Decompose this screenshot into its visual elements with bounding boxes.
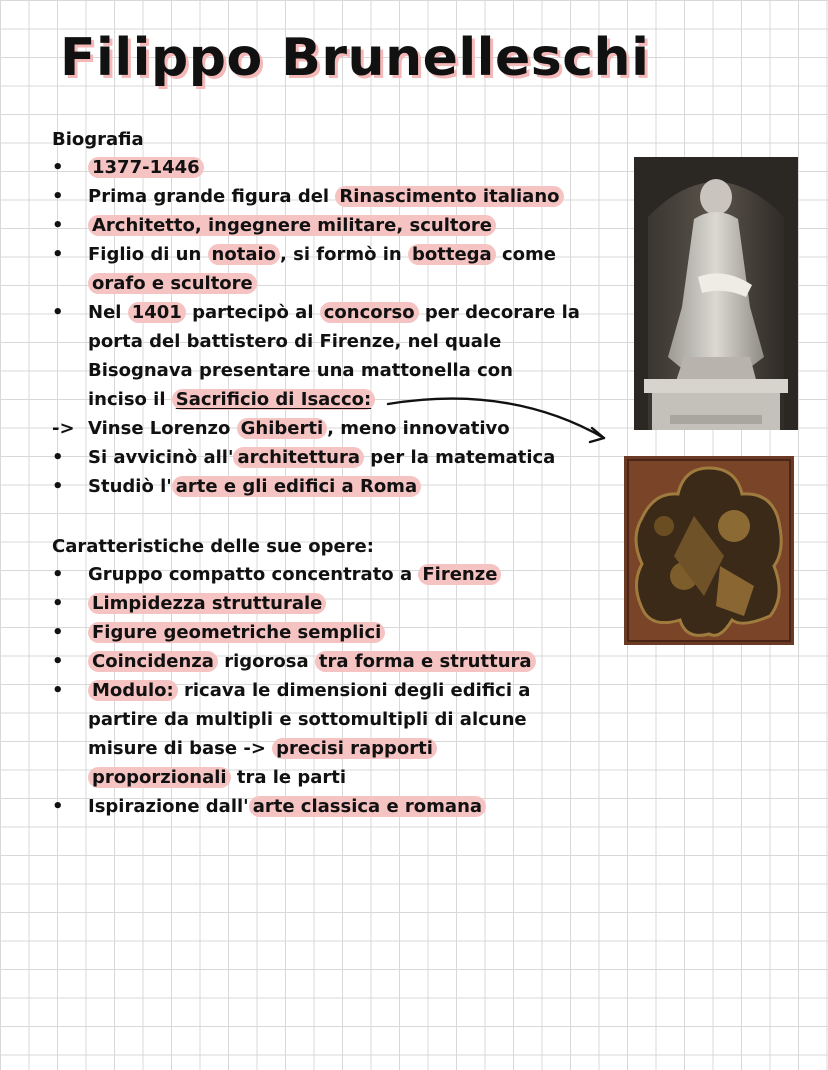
bullet-marker: •	[52, 476, 64, 497]
bullet-marker: •	[52, 651, 64, 672]
highlighted-text: arte e gli edifici a Roma	[172, 476, 421, 497]
highlighted-text: Sacrificio di Isacco:	[172, 389, 375, 410]
text-segment: Figlio di un	[88, 244, 208, 265]
page-title: Filippo Brunelleschi	[60, 28, 650, 88]
text-segment: ricava le dimensioni degli edifici a	[177, 680, 531, 701]
text-segment: inciso il	[88, 389, 172, 410]
biografia-heading: Biografia	[52, 129, 144, 150]
highlighted-text: Architetto, ingegnere militare, scultore	[88, 215, 496, 236]
text-segment: , si formò in	[280, 244, 408, 265]
highlighted-text: precisi rapporti	[272, 738, 437, 759]
highlighted-text: proporzionali	[88, 767, 231, 788]
highlighted-text: architettura	[233, 447, 364, 468]
highlighted-text: concorso	[320, 302, 419, 323]
text-segment: Prima grande figura del	[88, 186, 336, 207]
highlighted-text: 1401	[128, 302, 186, 323]
highlighted-text: orafo e scultore	[88, 273, 257, 294]
highlighted-text: Limpidezza strutturale	[88, 593, 326, 614]
bullet-marker: •	[52, 302, 64, 323]
highlighted-text: notaio	[208, 244, 280, 265]
highlighted-text: Modulo:	[88, 680, 178, 701]
bullet-marker: •	[52, 796, 64, 817]
text-segment: Gruppo compatto concentrato a	[88, 564, 419, 585]
bullet-marker: •	[52, 593, 64, 614]
text-segment: Ispirazione dall'	[88, 796, 249, 817]
highlighted-text: 1377-1446	[88, 157, 204, 178]
caratteristiche-heading: Caratteristiche delle sue opere:	[52, 536, 374, 557]
bullet-marker: •	[52, 186, 64, 207]
highlighted-text: tra forma e struttura	[315, 651, 536, 672]
text-segment: partire da multipli e sottomultipli di alcune	[88, 709, 527, 730]
highlighted-text: Coincidenza	[88, 651, 218, 672]
text-segment: rigorosa	[217, 651, 315, 672]
bullet-marker: •	[52, 215, 64, 236]
text-segment: misure di base ->	[88, 738, 273, 759]
highlighted-text: Rinascimento italiano	[335, 186, 563, 207]
text-segment: Si avvicinò all'	[88, 447, 234, 468]
text-segment: per la matematica	[364, 447, 556, 468]
text-segment: per decorare la	[418, 302, 580, 323]
text-segment: tra le parti	[230, 767, 347, 788]
text-segment: partecipò al	[185, 302, 320, 323]
bullet-marker: •	[52, 564, 64, 585]
highlighted-text: Figure geometriche semplici	[88, 622, 385, 643]
bullet-marker: •	[52, 447, 64, 468]
highlighted-text: bottega	[408, 244, 496, 265]
highlighted-text: Ghiberti	[237, 418, 328, 439]
text-segment: , meno innovativo	[327, 418, 510, 439]
bullet-marker: •	[52, 157, 64, 178]
highlighted-text: Firenze	[418, 564, 501, 585]
text-segment: Nel	[88, 302, 128, 323]
arrow-marker: ->	[52, 418, 75, 439]
text-segment: Studiò l'	[88, 476, 172, 497]
bullet-marker: •	[52, 680, 64, 701]
text-segment: Vinse Lorenzo	[88, 418, 237, 439]
text-segment: porta del battistero di Firenze, nel quale	[88, 331, 502, 352]
bullet-marker: •	[52, 244, 64, 265]
text-segment: Bisognava presentare una mattonella con	[88, 360, 513, 381]
text-segment: come	[495, 244, 556, 265]
bullet-marker: •	[52, 622, 64, 643]
highlighted-text: arte classica e romana	[249, 796, 486, 817]
